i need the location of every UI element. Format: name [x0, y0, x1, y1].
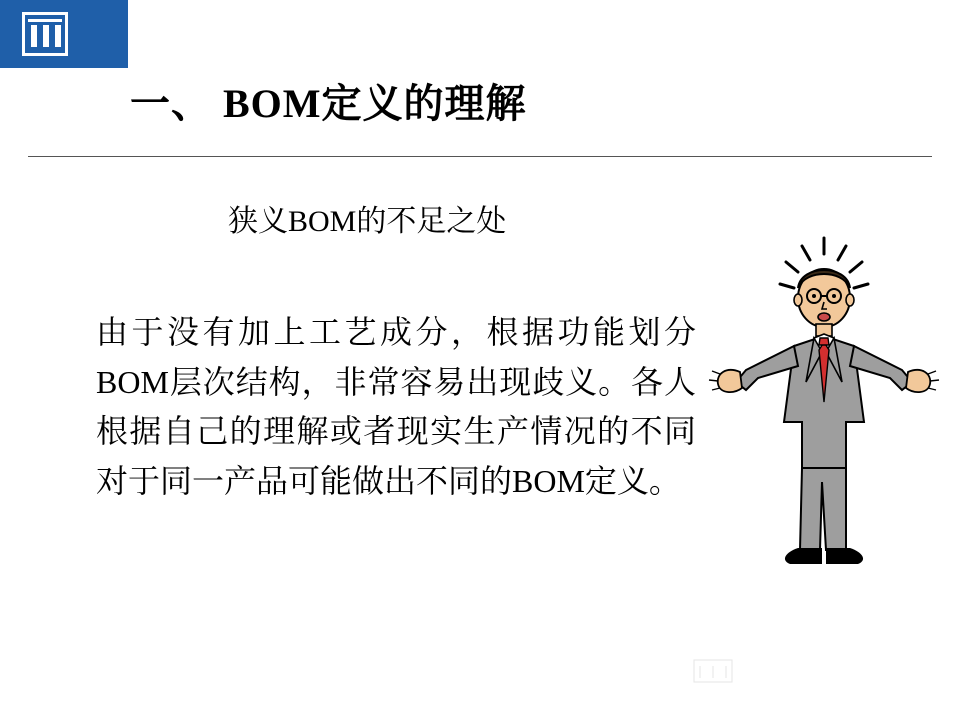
body-paragraph: 由于没有加上工艺成分，根据功能划分BOM层次结构，非常容易出现歧义。各人根据自己的理解或者现实生产情况的不同对于同一产品可能做出不同的BOM定义。 — [96, 314, 696, 499]
bottom-watermark-icon — [690, 656, 736, 686]
logo-block — [0, 0, 128, 68]
title-divider — [28, 156, 932, 157]
building-logo-icon — [22, 12, 68, 56]
shrugging-businessman-clipart — [706, 232, 942, 580]
subtitle: 狭义BOM的不足之处 — [228, 205, 507, 238]
page-title: 一、 BOM定义的理解 — [130, 81, 527, 126]
